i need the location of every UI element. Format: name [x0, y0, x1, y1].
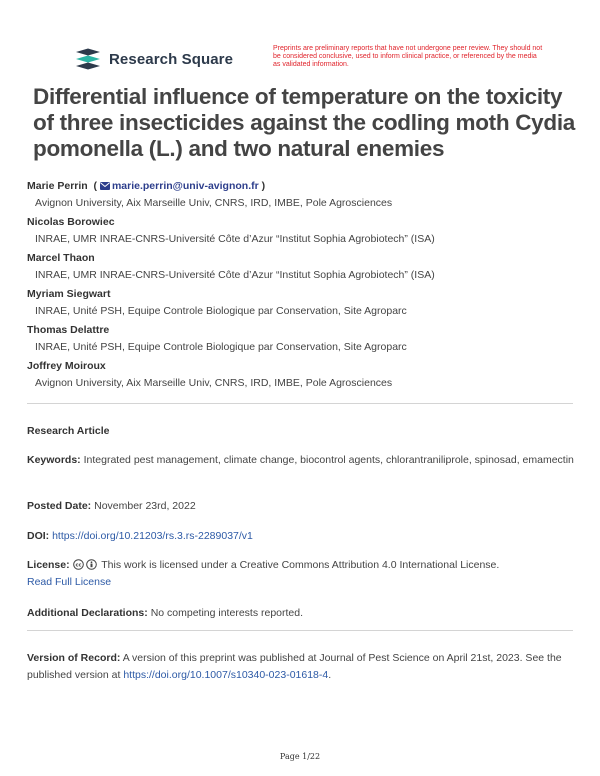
- version-of-record-end: .: [328, 669, 332, 681]
- author-name: Joffrey Moiroux: [27, 360, 106, 372]
- doi-label: DOI:: [27, 530, 50, 542]
- author-affiliation: INRAE, UMR INRAE-CNRS-Université Côte d’Azur “Institut Sophia Agrobiotech” (ISA): [35, 269, 435, 281]
- author-list: [27, 180, 577, 396]
- paper-title: Differential influence of temperature on the toxicity of three insecticides against the codling moth Cydia pomonella (L.) and two natural enemies: [33, 84, 576, 161]
- attribution-icon: [86, 559, 97, 570]
- preprint-notice: Preprints are preliminary reports that have not undergone peer review. They should not be considered conclusive, used to inform clinical practice, or referenced by the media as validated information.: [273, 45, 543, 69]
- article-type: [27, 423, 577, 440]
- author-name: Marcel Thaon: [27, 252, 95, 264]
- research-square-logo[interactable]: [75, 48, 233, 70]
- version-of-record-text: A version of this preprint was published at Journal of Pest Science on April 21st, 2023. See the published version at: [27, 652, 562, 681]
- published-version-link[interactable]: https://doi.org/10.1007/s10340-023-01618-4: [123, 669, 329, 681]
- author-affiliation: INRAE, UMR INRAE-CNRS-Université Côte d’Azur “Institut Sophia Agrobiotech” (ISA): [35, 233, 435, 245]
- author-affiliation: INRAE, Unité PSH, Equipe Controle Biologique par Conservation, Site Agroparc: [35, 341, 407, 353]
- research-square-mark-icon: [75, 48, 101, 70]
- doi: [27, 528, 577, 545]
- author-email-link[interactable]: marie.perrin@univ-avignon.fr: [111, 180, 259, 192]
- article-type-label: Research Article: [27, 425, 110, 437]
- page-number: Page 1/22: [279, 752, 321, 761]
- read-full-license-link[interactable]: Read Full License: [27, 576, 112, 588]
- author-name: Thomas Delattre: [27, 324, 110, 336]
- author-affiliation: Avignon University, Aix Marseille Univ, CNRS, IRD, IMBE, Pole Agrosciences: [35, 377, 393, 389]
- posted-date-value: November 23rd, 2022: [94, 500, 196, 512]
- author-affiliation: INRAE, Unité PSH, Equipe Controle Biologique par Conservation, Site Agroparc: [35, 305, 407, 317]
- version-of-record-label: Version of Record:: [27, 652, 121, 664]
- author-name: Myriam Siegwart: [27, 288, 111, 300]
- author-affiliation: Avignon University, Aix Marseille Univ, CNRS, IRD, IMBE, Pole Agrosciences: [35, 197, 393, 209]
- declarations-value: No competing interests reported.: [150, 607, 304, 619]
- keywords-value: Integrated pest management, climate change, biocontrol agents, chlorantraniliprole, spinosad, emamectin: [83, 454, 574, 466]
- author-name: Nicolas Borowiec: [27, 216, 115, 228]
- posted-date-label: Posted Date:: [27, 500, 92, 512]
- brand-name: Research Square: [109, 50, 234, 68]
- creative-commons-icon: [73, 559, 84, 570]
- envelope-icon: [100, 182, 110, 190]
- author-name: Marie Perrin ( marie.perrin@univ-avignon.fr ): [27, 180, 266, 192]
- keywords-label: Keywords:: [27, 454, 81, 466]
- license: [27, 557, 577, 591]
- divider: [27, 403, 573, 404]
- license-label: License:: [27, 559, 70, 571]
- declarations-label: Additional Declarations:: [27, 607, 148, 619]
- license-text: This work is licensed under a Creative Commons Attribution 4.0 International License.: [101, 559, 500, 571]
- version-of-record: [27, 650, 577, 684]
- posted-date: [27, 498, 577, 515]
- author-name-text: Marie Perrin: [27, 180, 88, 192]
- keywords: [27, 452, 577, 469]
- additional-declarations: [27, 605, 577, 622]
- doi-link[interactable]: https://doi.org/10.21203/rs.3.rs-2289037/v1: [52, 530, 253, 542]
- divider: [27, 630, 573, 631]
- svg-text:cc: cc: [75, 562, 81, 569]
